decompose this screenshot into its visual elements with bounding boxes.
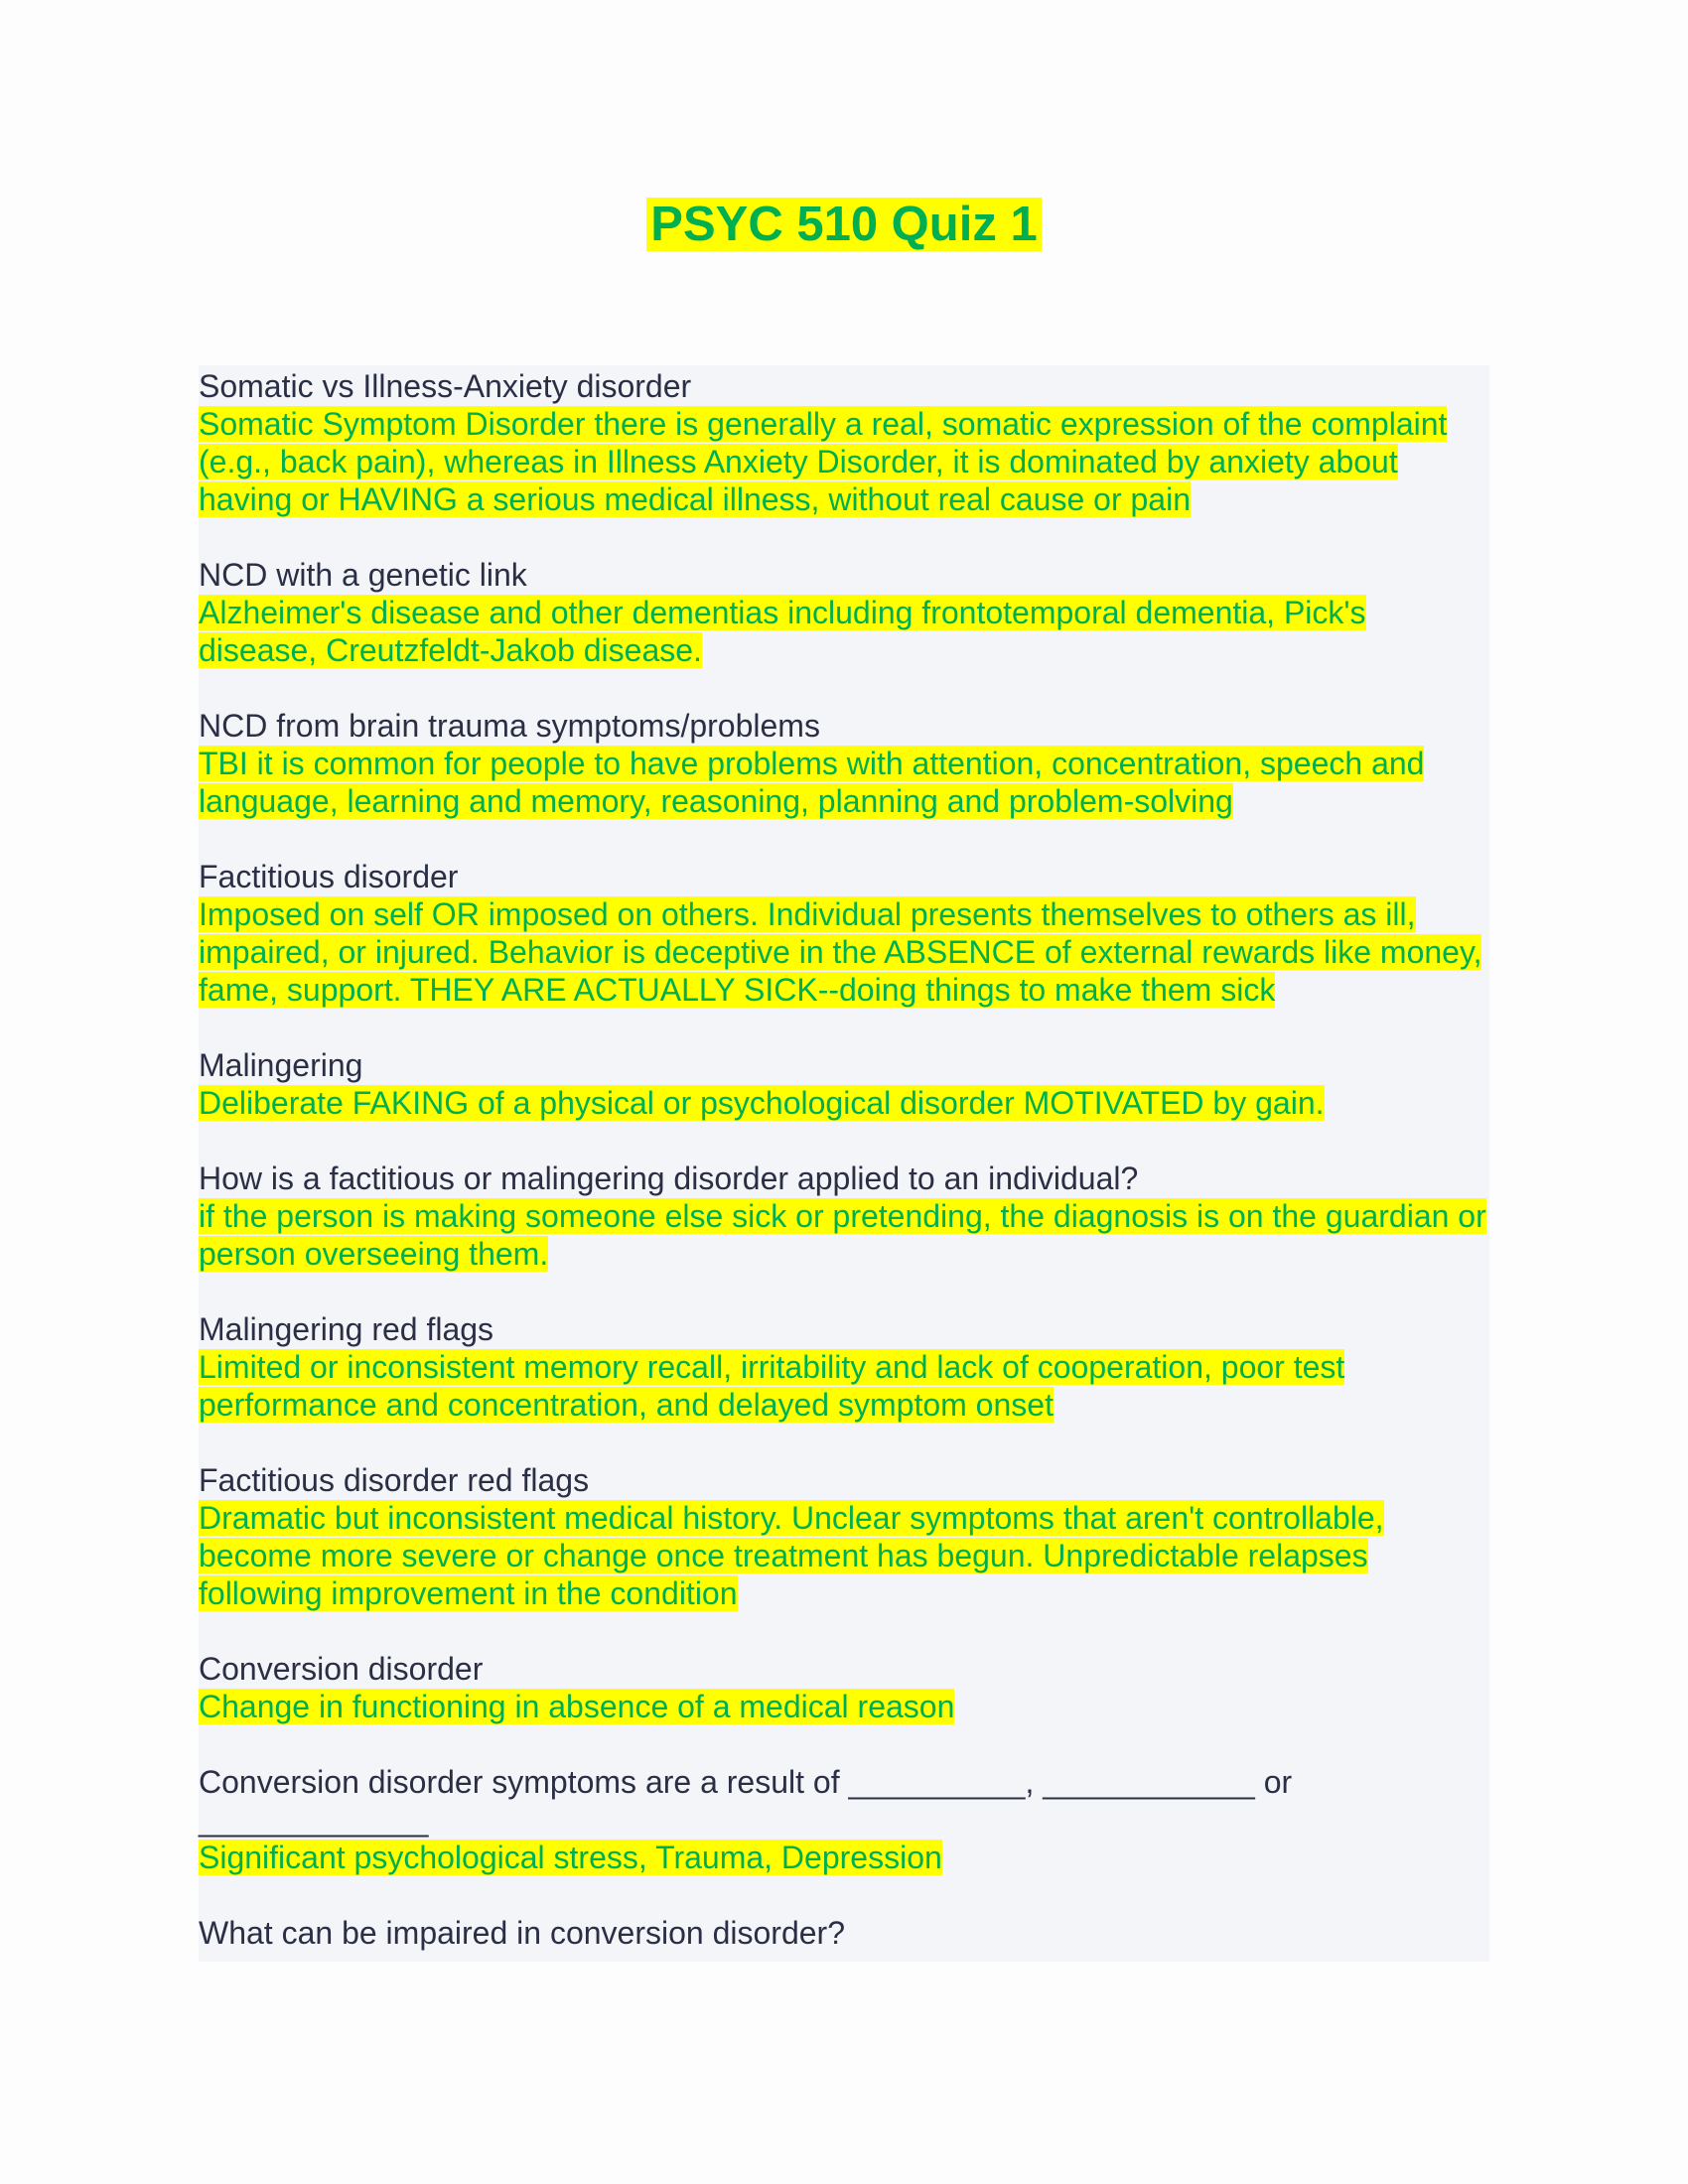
- question-text: Malingering red flags: [199, 1311, 494, 1347]
- answer-text: [199, 405, 1489, 518]
- quiz-content: [199, 365, 1489, 1962]
- answer-highlight: Deliberate FAKING of a physical or psychological disorder MOTIVATED by gain.: [199, 1085, 1325, 1121]
- question-text: What can be impaired in conversion disorder?: [199, 1915, 845, 1951]
- qa-item: [199, 556, 1489, 669]
- answer-text: [199, 1499, 1489, 1612]
- question-text: Somatic vs Illness-Anxiety disorder: [199, 368, 692, 404]
- answer-text: [199, 1348, 1489, 1424]
- question-text: Malingering: [199, 1047, 363, 1083]
- answer-highlight: Limited or inconsistent memory recall, irritability and lack of cooperation, poor test performance and concentration, and delayed symptom onset: [199, 1349, 1345, 1423]
- question-text: How is a factitious or malingering disorder applied to an individual?: [199, 1160, 1139, 1196]
- question-text: NCD with a genetic link: [199, 557, 527, 593]
- answer-highlight: TBI it is common for people to have problems with attention, concentration, speech and language, learning and memory, reasoning, planning and problem-solving: [199, 746, 1425, 819]
- answer-text: [199, 1084, 1489, 1122]
- question-text: Factitious disorder: [199, 859, 459, 894]
- question-text: Factitious disorder red flags: [199, 1462, 590, 1498]
- qa-item: [199, 707, 1489, 820]
- answer-highlight: Imposed on self OR imposed on others. Individual presents themselves to others as ill, impaired, or injured. Behavior is deceptive in the ABSENCE of external rewards like money, fame, support. THEY ARE ACTUALLY SICK--doing things to make them sick: [199, 896, 1482, 1008]
- answer-text: [199, 1839, 1489, 1876]
- answer-highlight: Significant psychological stress, Trauma, Depression: [199, 1840, 942, 1875]
- qa-item: [199, 1310, 1489, 1424]
- answer-text: [199, 1197, 1489, 1273]
- qa-item: [199, 1046, 1489, 1122]
- answer-highlight: Alzheimer's disease and other dementias including frontotemporal dementia, Pick's disease, Creutzfeldt-Jakob disease.: [199, 595, 1366, 668]
- qa-item: [199, 1763, 1489, 1876]
- qa-item: [199, 858, 1489, 1009]
- answer-text: [199, 895, 1489, 1009]
- question-text: NCD from brain trauma symptoms/problems: [199, 708, 820, 744]
- qa-item: [199, 1461, 1489, 1612]
- answer-text: [199, 745, 1489, 820]
- question-text: Conversion disorder symptoms are a result of __________, ____________ or _____________: [199, 1764, 1293, 1838]
- qa-item: [199, 1914, 1489, 1952]
- answer-text: [199, 594, 1489, 669]
- page-title-text: PSYC 510 Quiz 1: [646, 198, 1041, 251]
- answer-highlight: if the person is making someone else sick or pretending, the diagnosis is on the guardian or person overseeing them.: [199, 1198, 1486, 1272]
- answer-highlight: Dramatic but inconsistent medical history. Unclear symptoms that aren't controllable, become more severe or change once treatment has begun. Unpredictable relapses following improvement in the condition: [199, 1500, 1384, 1611]
- question-text: Conversion disorder: [199, 1651, 484, 1687]
- answer-text: [199, 1688, 1489, 1725]
- qa-item: [199, 1650, 1489, 1725]
- qa-item: [199, 1160, 1489, 1273]
- page-title: [0, 195, 1688, 254]
- qa-item: [199, 367, 1489, 518]
- answer-highlight: Somatic Symptom Disorder there is generally a real, somatic expression of the complaint (e.g., back pain), whereas in Illness Anxiety Disorder, it is dominated by anxiety about having or HAVING a serious medical illness, without real cause or pain: [199, 406, 1448, 517]
- answer-highlight: Change in functioning in absence of a medical reason: [199, 1689, 955, 1724]
